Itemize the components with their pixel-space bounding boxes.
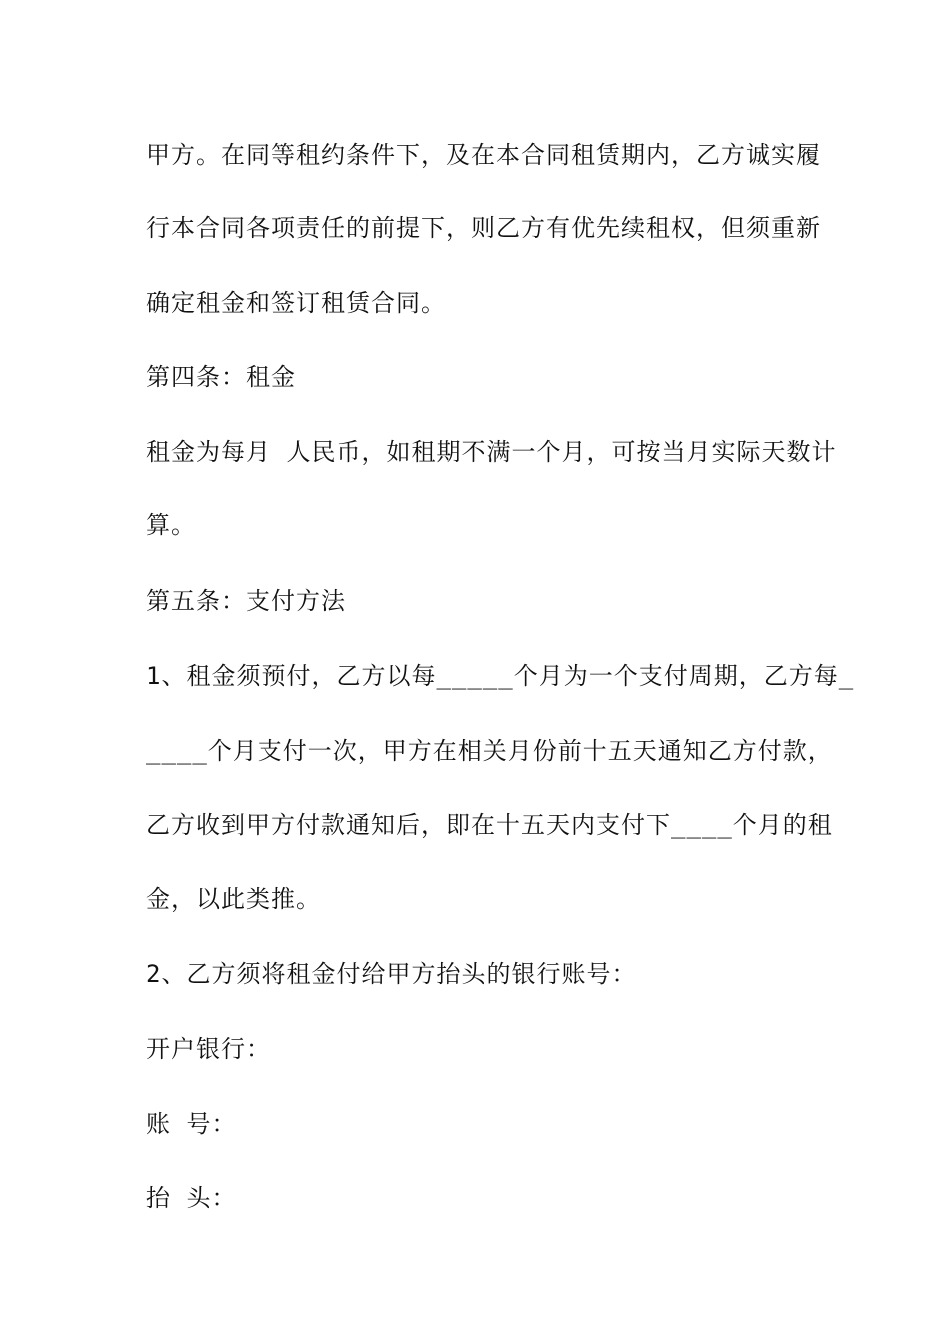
paragraph-line: 确定租金和签订租赁合同。: [146, 289, 446, 317]
paragraph-line: 算。: [146, 511, 196, 539]
bank-name-field: 开户银行：: [146, 1035, 271, 1063]
paragraph-line: 2、乙方须将租金付给甲方抬头的银行账号：: [146, 960, 637, 988]
paragraph-line: 1、租金须预付，乙方以每_____个月为一个支付周期，乙方每_: [146, 662, 855, 690]
account-number-field: 账 号：: [146, 1110, 237, 1138]
paragraph-line: 甲方。在同等租约条件下，及在本合同租赁期内，乙方诚实履: [146, 141, 821, 169]
paragraph-line: 乙方收到甲方付款通知后，即在十五天内支付下____个月的租: [146, 811, 833, 839]
paragraph-line: ____个月支付一次，甲方在相关月份前十五天通知乙方付款，: [146, 737, 833, 765]
paragraph-line: 金，以此类推。: [146, 885, 321, 913]
account-holder-field: 抬 头：: [146, 1184, 237, 1212]
paragraph-line: 行本合同各项责任的前提下，则乙方有优先续租权，但须重新: [146, 214, 821, 242]
paragraph-line: 租金为每月 人民币，如租期不满一个月，可按当月实际天数计: [146, 438, 837, 466]
section-heading-rent: 第四条：租金: [146, 363, 296, 391]
section-heading-payment: 第五条：支付方法: [146, 587, 346, 615]
